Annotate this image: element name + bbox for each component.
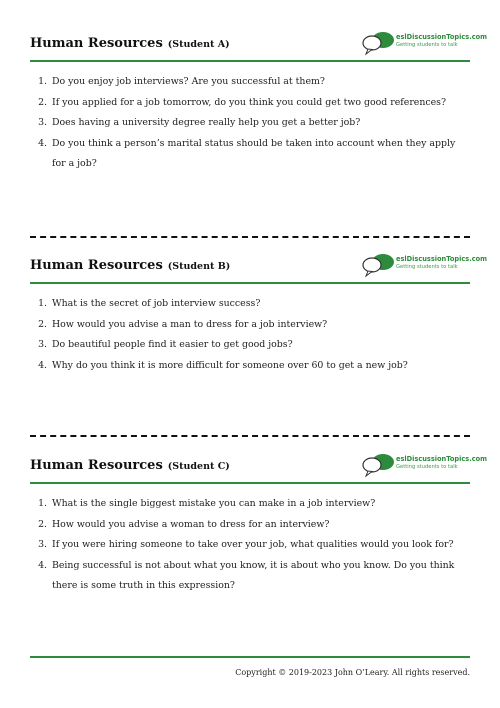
cut-line xyxy=(30,435,470,437)
site-logo xyxy=(360,452,488,478)
speech-bubbles-logo-icon xyxy=(360,452,396,478)
question-item: 2. How would you advise a woman to dress for an interview? xyxy=(50,515,470,536)
section-header xyxy=(30,252,488,280)
logo-tagline: Getting students to talk xyxy=(396,464,458,470)
speech-bubbles-logo-icon xyxy=(360,30,396,56)
title-text: Human Resources xyxy=(30,258,163,273)
section-student-b xyxy=(30,252,488,376)
question-list xyxy=(30,494,470,597)
student-label: (Student B) xyxy=(167,261,231,272)
green-divider xyxy=(30,482,470,484)
question-item: 2. How would you advise a man to dress for a job interview? xyxy=(50,315,470,336)
site-logo xyxy=(360,252,488,278)
question-list xyxy=(30,294,470,376)
green-divider xyxy=(30,60,470,62)
section-title xyxy=(30,258,230,273)
section-header xyxy=(30,452,488,480)
section-title xyxy=(30,36,230,51)
question-item: 4. Why do you think it is more difficult for someone over 60 to get a new job? xyxy=(50,356,470,377)
logo-name: eslDiscussionTopics.com xyxy=(396,33,488,41)
question-item: 3. Do beautiful people find it easier to get good jobs? xyxy=(50,335,470,356)
logo-tagline: Getting students to talk xyxy=(396,264,458,270)
cut-line xyxy=(30,236,470,238)
footer-divider xyxy=(30,656,470,658)
title-text: Human Resources xyxy=(30,36,163,51)
title-text: Human Resources xyxy=(30,458,163,473)
section-student-a xyxy=(30,30,488,175)
question-list xyxy=(30,72,470,175)
logo-tagline: Getting students to talk xyxy=(396,42,458,48)
student-label: (Student C) xyxy=(167,461,230,472)
logo-name: eslDiscussionTopics.com xyxy=(396,455,488,463)
question-item: 2. If you applied for a job tomorrow, do you think you could get two good references? xyxy=(50,93,470,114)
question-item: 3. If you were hiring someone to take over your job, what qualities would you look for? xyxy=(50,535,470,556)
question-item: 1. What is the secret of job interview success? xyxy=(50,294,470,315)
copyright-notice: Copyright © 2019-2023 John O’Leary. All rights reserved. xyxy=(235,668,470,677)
section-title xyxy=(30,458,230,473)
speech-bubbles-logo-icon xyxy=(360,252,396,278)
section-header xyxy=(30,30,488,58)
question-item: 4. Being successful is not about what you know, it is about who you know. Do you think there is some truth in this expression? xyxy=(50,556,470,597)
question-item: 4. Do you think a person’s marital status should be taken into account when they apply for a job? xyxy=(50,134,470,175)
logo-name: eslDiscussionTopics.com xyxy=(396,255,488,263)
green-divider xyxy=(30,282,470,284)
student-label: (Student A) xyxy=(167,39,230,50)
question-item: 1. What is the single biggest mistake you can make in a job interview? xyxy=(50,494,470,515)
section-student-c xyxy=(30,452,488,597)
site-logo xyxy=(360,30,488,56)
question-item: 3. Does having a university degree really help you get a better job? xyxy=(50,113,470,134)
question-item: 1. Do you enjoy job interviews? Are you successful at them? xyxy=(50,72,470,93)
